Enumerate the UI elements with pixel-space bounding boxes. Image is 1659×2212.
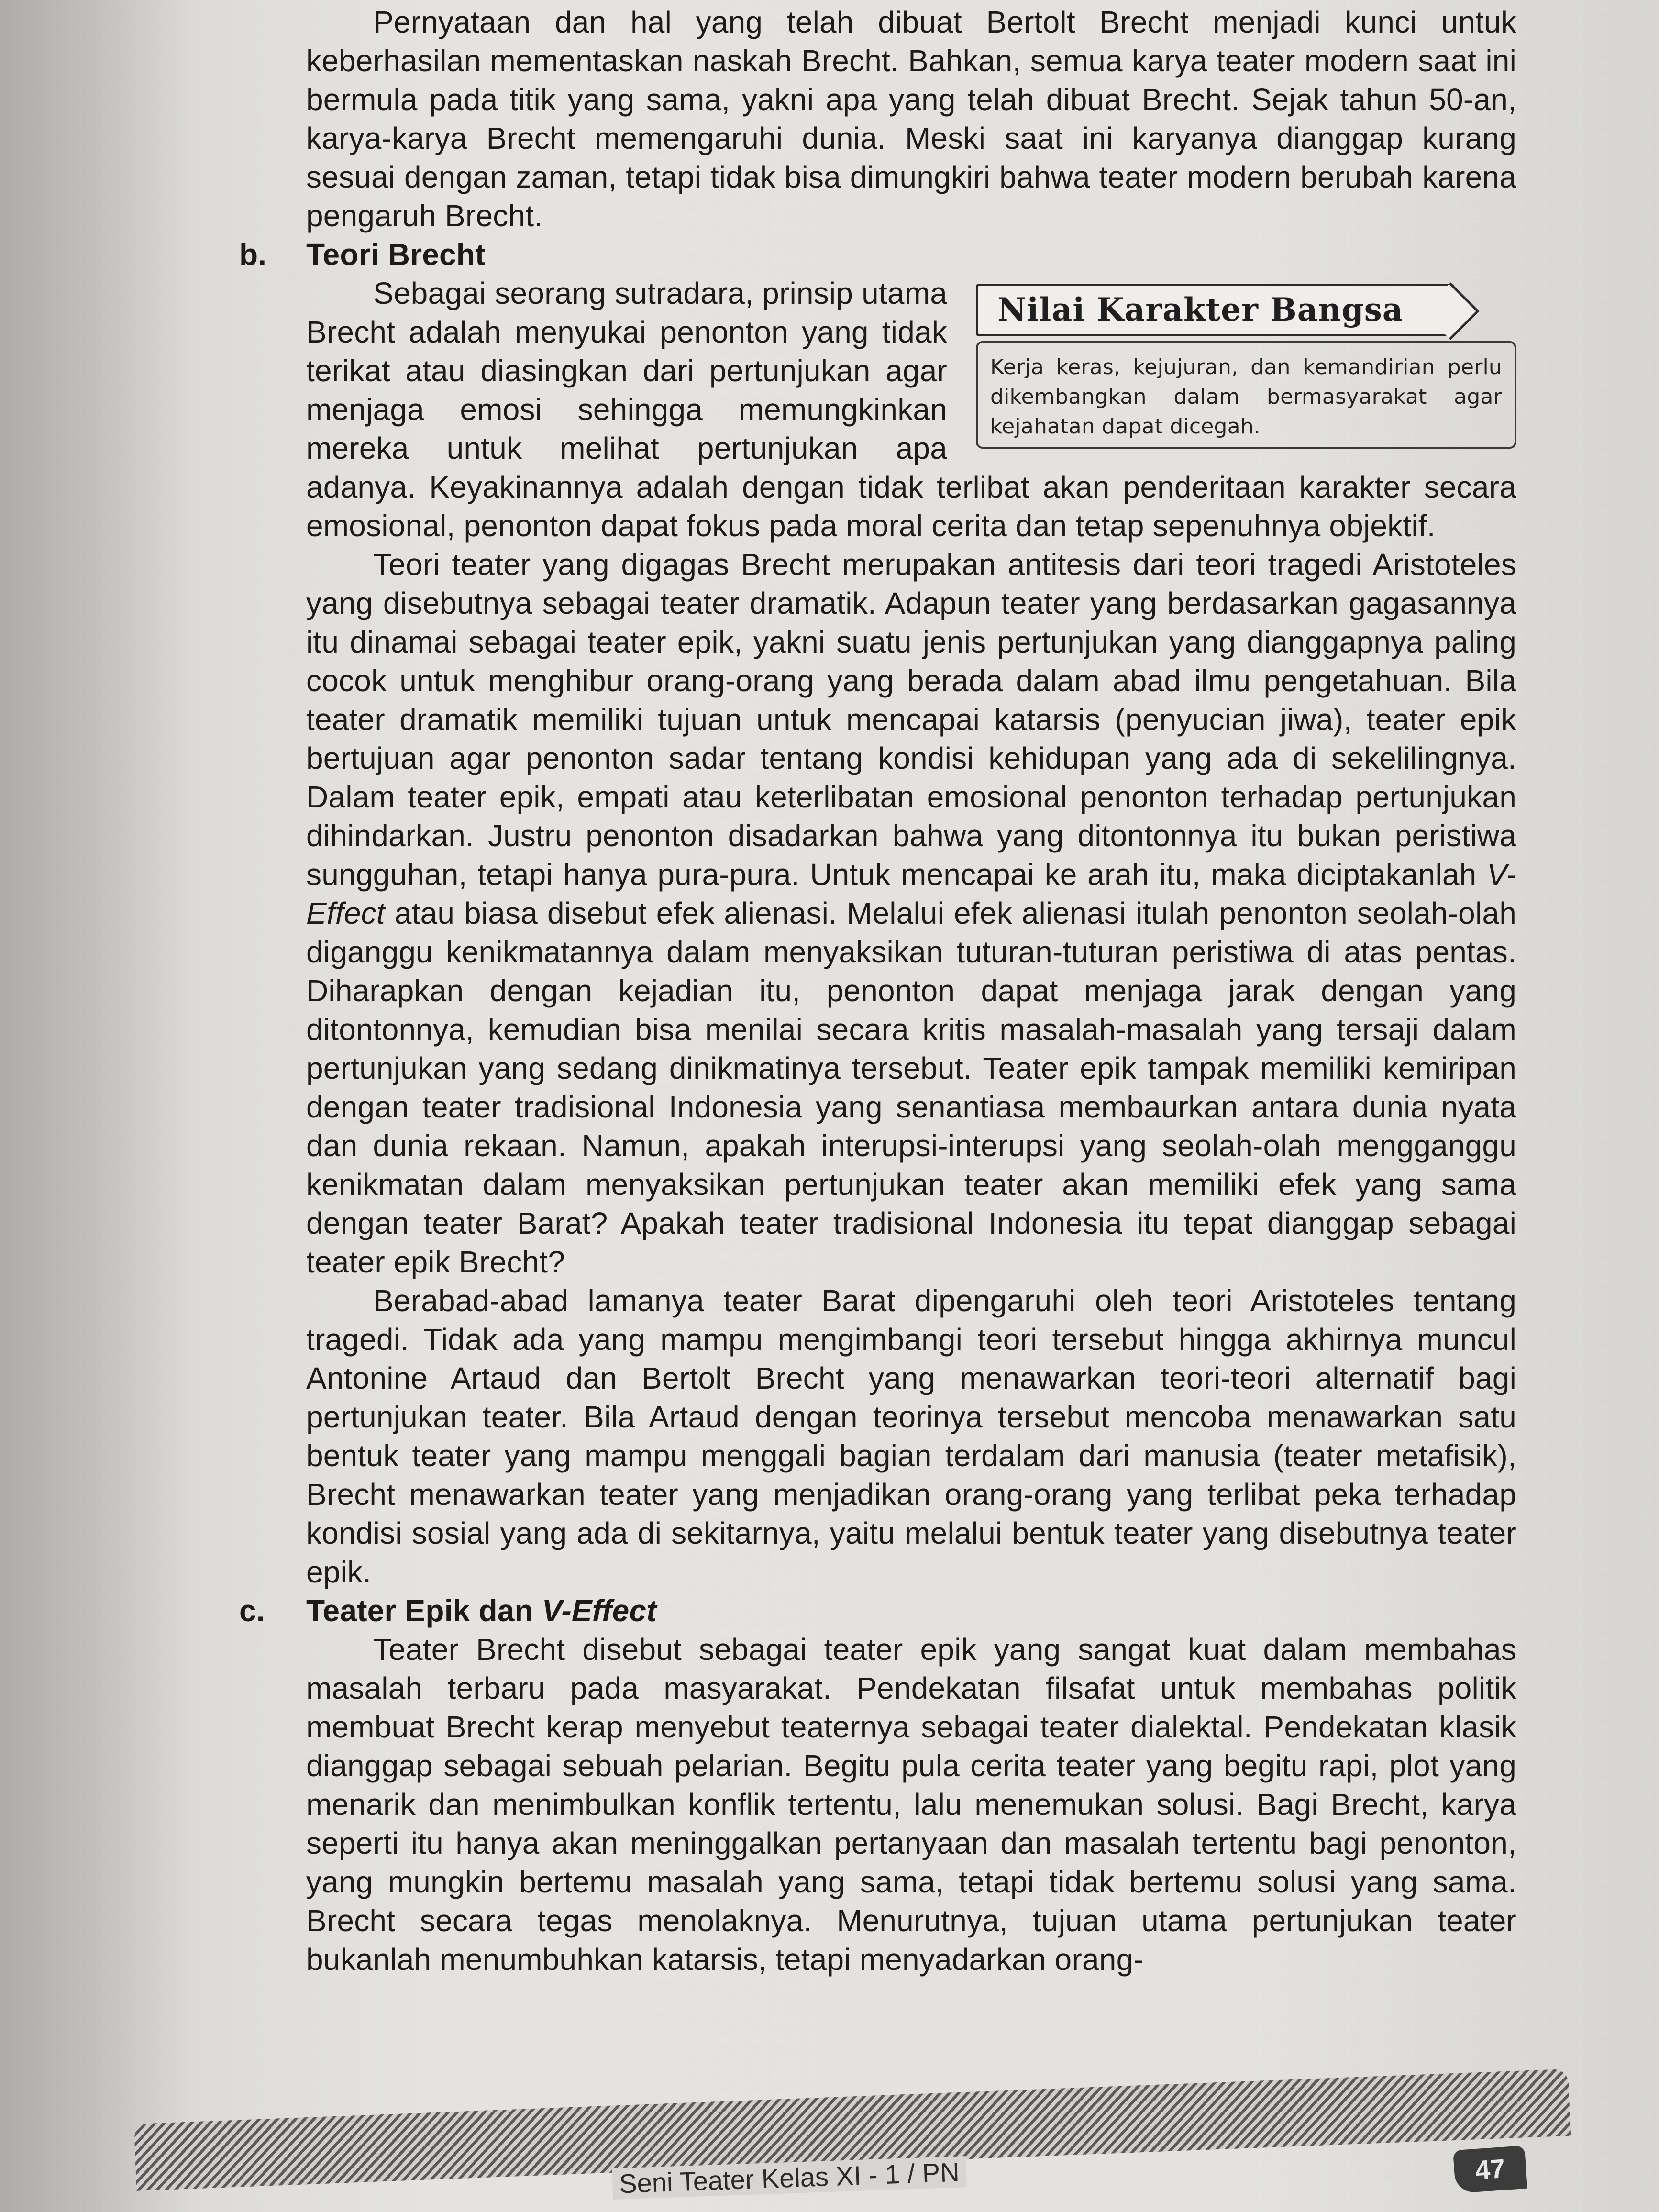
paragraph-teater-dialektal: Teater Brecht disebut sebagai teater epik yang sangat kuat dalam membahas masalah terbaru pada masyarakat. Pendekatan filsafat untuk membahas politik membuat Brecht kerap menyebut teaternya sebagai teater dialektal. Pendekatan klasik dianggap sebagai sebuah pelarian. Begitu pula cerita teater yang begitu rapi, plot yang menarik dan menimbulkan konflik tertentu, lalu menemukan solusi. Bagi Brecht, karya seperti itu hanya akan meninggalkan pertanyaan dan masalah tertentu bagi penonton, yang mungkin bertemu masalah yang sama, tetapi tidak bertemu solusi yang sama. Brecht secara tegas menolaknya. Menurutnya, tujuan utama pertunjukan teater bukanlah menumbuhkan katarsis, tetapi menyadarkan orang- — [306, 1632, 1516, 1977]
paragraph-artaud-brecht: Berabad-abad lamanya teater Barat dipengaruhi oleh teori Aristoteles tentang tragedi. Tidak ada yang mampu mengimbangi teori tersebut hingga akhirnya muncul Antonine Artaud dan Bertolt Brecht yang menawarkan teori-teori alternatif bagi pertunjukan teater. Bila Artaud dengan teorinya tersebut mencoba menawarkan satu bentuk teater yang mampu menggali bagian terdalam dari manusia (teater metafisik), Brecht menawarkan teater yang menjadikan orang-orang yang terlibat peka terhadap kondisi sosial yang ada di sekitarnya, yaitu melalui bentuk teater yang disebutnya teater epik. — [306, 1283, 1516, 1589]
page-number: 47 — [1453, 2146, 1527, 2193]
epic-theory-part2: atau biasa disebut efek alienasi. Melalui efek alienasi itulah penonton seolah-olah diganggu kenikmatannya dalam menyaksikan tuturan-tuturan peristiwa di atas pentas. Diharapkan dengan kejadian itu, penonton dapat menjaga jarak dengan yang ditontonnya, kemudian bisa menilai secara kritis masalah-masalah yang tersaji dalam pertunjukan yang sedang dinikmatinya tersebut. Teater epik tampak memiliki kemiripan dengan teater tradisional Indonesia yang senantiasa membaurkan antara dunia nyata dan dunia rekaan. Namun, apakah interupsi-interupsi yang seolah-olah mengganggu kenikmatan dalam menyaksikan pertunjukan teater akan memiliki efek yang sama dengan teater Barat? Apakah teater tradisional Indonesia itu tepat dianggap sebagai teater epik Brecht? — [306, 896, 1516, 1279]
gutter-shadow — [0, 0, 201, 2212]
nilai-karakter-title: Nilai Karakter Bangsa — [997, 291, 1404, 328]
epic-theory-part1: Teori teater yang digagas Brecht merupakan antitesis dari teori tragedi Aristoteles yang disebutnya sebagai teater dramatik. Adapun teater yang berdasarkan gagasannya itu dinamai sebagai teater epik, yakni suatu jenis pertunjukan yang dianggapnya paling cocok untuk menghibur orang-orang yang berada dalam abad ilmu pengetahuan. Bila teater dramatik memiliki tujuan untuk mencapai katarsis (penyucian jiwa), teater epik bertujuan agar penonton sadar tentang kondisi kehidupan yang ada di sekelilingnya. Dalam teater epik, empati atau keterlibatan emosional penonton terhadap pertunjukan dihindarkan. Justru penonton disadarkan bahwa yang ditontonnya itu bukan peristiwa sungguhan, tetapi hanya pura-pura. Untuk mencapai ke arah itu, maka diciptakanlah — [306, 547, 1516, 892]
heading-b-letter: b. — [239, 237, 267, 272]
footer-book-label: Seni Teater Kelas XI - 1 / PN — [612, 2156, 967, 2200]
nilai-karakter-body: Kerja keras, kejujuran, dan kemandirian perlu dikembangkan dalam bermasyarakat agar kejahatan dapat dicegah. — [976, 341, 1516, 449]
heading-teater-epik — [239, 1592, 1516, 1630]
paragraph-brecht-principle: Sebagai seorang sutradara, prinsip utama Brecht adalah menyukai penonton yang tidak terikat atau diasingkan dari pertunjukan agar menjaga emosi sehingga memungkinkan mereka untuk melihat pertunjukan apa adanya. Keyakinannya adalah dengan tidak terlibat akan penderitaan karakter secara emosional, penonton dapat fokus pada moral cerita dan tetap sepenuhnya objektif. — [306, 276, 1516, 543]
paragraph-brecht-influence: Pernyataan dan hal yang telah dibuat Bertolt Brecht menjadi kunci untuk keberhasilan mementaskan naskah Brecht. Bahkan, semua karya teater modern saat ini bermula pada titik yang sama, yakni apa yang telah dibuat Brecht. Sejak tahun 50-an, karya-karya Brecht memengaruhi dunia. Meski saat ini karyanya dianggap kurang sesuai dengan zaman, tetapi tidak bisa dimungkiri bahwa teater modern berubah karena pengaruh Brecht. — [306, 5, 1516, 233]
paragraph-epic-theory — [306, 545, 1516, 1282]
heading-c-letter: c. — [239, 1593, 265, 1628]
heading-c-title-italic: V-Effect — [542, 1593, 657, 1628]
v-effect-term: V-Effect — [306, 857, 1516, 930]
nilai-karakter-box — [976, 284, 1516, 451]
heading-teori-brecht — [239, 235, 1516, 274]
heading-b-title: Teori Brecht — [306, 237, 486, 272]
page-content — [239, 0, 1516, 1979]
teori-brecht-block — [306, 274, 1516, 545]
heading-c-title — [306, 1593, 657, 1628]
heading-c-title-plain: Teater Epik dan — [306, 1593, 542, 1628]
